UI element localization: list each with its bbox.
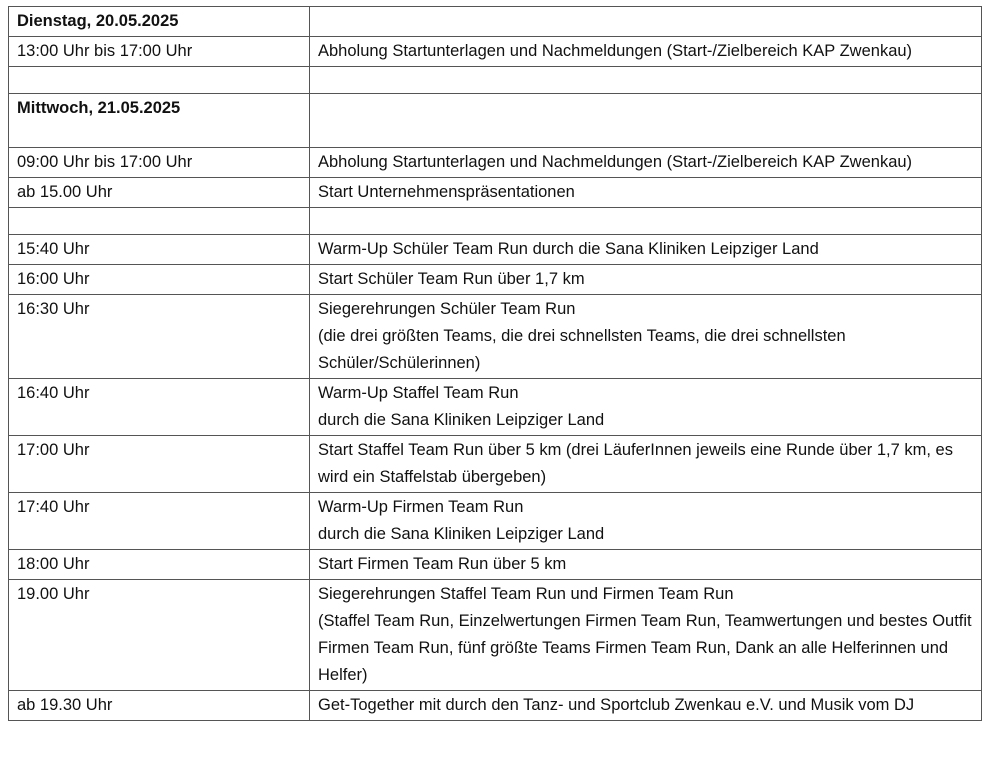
event-cell [310,7,982,37]
time-cell [9,208,310,235]
table-row [9,493,982,550]
event-cell: Siegerehrungen Schüler Team Run (die drei größten Teams, die drei schnellsten Teams, die drei schnellsten Schüler/Schülerinnen) [310,295,982,379]
table-row [9,295,982,379]
event-cell: Warm-Up Schüler Team Run durch die Sana Kliniken Leipziger Land [310,235,982,265]
time-cell: ab 19.30 Uhr [9,691,310,721]
event-cell: Start Schüler Team Run über 1,7 km [310,265,982,295]
time-cell: 19.00 Uhr [9,580,310,691]
event-cell: Warm-Up Staffel Team Run durch die Sana Kliniken Leipziger Land [310,379,982,436]
table-row [9,265,982,295]
event-cell: Start Staffel Team Run über 5 km (drei LäuferInnen jeweils eine Runde über 1,7 km, es wird ein Staffelstab übergeben) [310,436,982,493]
table-row [9,148,982,178]
event-cell: Abholung Startunterlagen und Nachmeldungen (Start-/Zielbereich KAP Zwenkau) [310,37,982,67]
time-cell: 16:40 Uhr [9,379,310,436]
table-row [9,580,982,691]
event-cell: Get-Together mit durch den Tanz- und Sportclub Zwenkau e.V. und Musik vom DJ [310,691,982,721]
event-cell: Siegerehrungen Staffel Team Run und Firmen Team Run (Staffel Team Run, Einzelwertungen Firmen Team Run, Teamwertungen und bestes Outfit Firmen Team Run, fünf größte Teams Firmen Team Run, Dank an alle Helferinnen und Helfer) [310,580,982,691]
event-cell [310,94,982,148]
time-cell: 16:00 Uhr [9,265,310,295]
time-cell: 15:40 Uhr [9,235,310,265]
table-row [9,7,982,37]
table-row [9,208,982,235]
day-heading: Dienstag, 20.05.2025 [9,7,310,37]
time-cell: ab 15.00 Uhr [9,178,310,208]
event-cell: Start Firmen Team Run über 5 km [310,550,982,580]
schedule-table [8,6,982,721]
table-row [9,178,982,208]
event-cell: Start Unternehmenspräsentationen [310,178,982,208]
table-row [9,691,982,721]
time-cell: 17:00 Uhr [9,436,310,493]
event-cell: Warm-Up Firmen Team Run durch die Sana Kliniken Leipziger Land [310,493,982,550]
table-row [9,550,982,580]
event-cell [310,208,982,235]
time-cell: 18:00 Uhr [9,550,310,580]
table-row [9,379,982,436]
event-cell [310,67,982,94]
table-row [9,67,982,94]
event-cell: Abholung Startunterlagen und Nachmeldungen (Start-/Zielbereich KAP Zwenkau) [310,148,982,178]
time-cell: 13:00 Uhr bis 17:00 Uhr [9,37,310,67]
time-cell: 09:00 Uhr bis 17:00 Uhr [9,148,310,178]
time-cell [9,67,310,94]
time-cell: 16:30 Uhr [9,295,310,379]
day-heading: Mittwoch, 21.05.2025 [9,94,310,148]
table-row [9,94,982,148]
time-cell: 17:40 Uhr [9,493,310,550]
table-row [9,235,982,265]
table-row [9,37,982,67]
table-row [9,436,982,493]
